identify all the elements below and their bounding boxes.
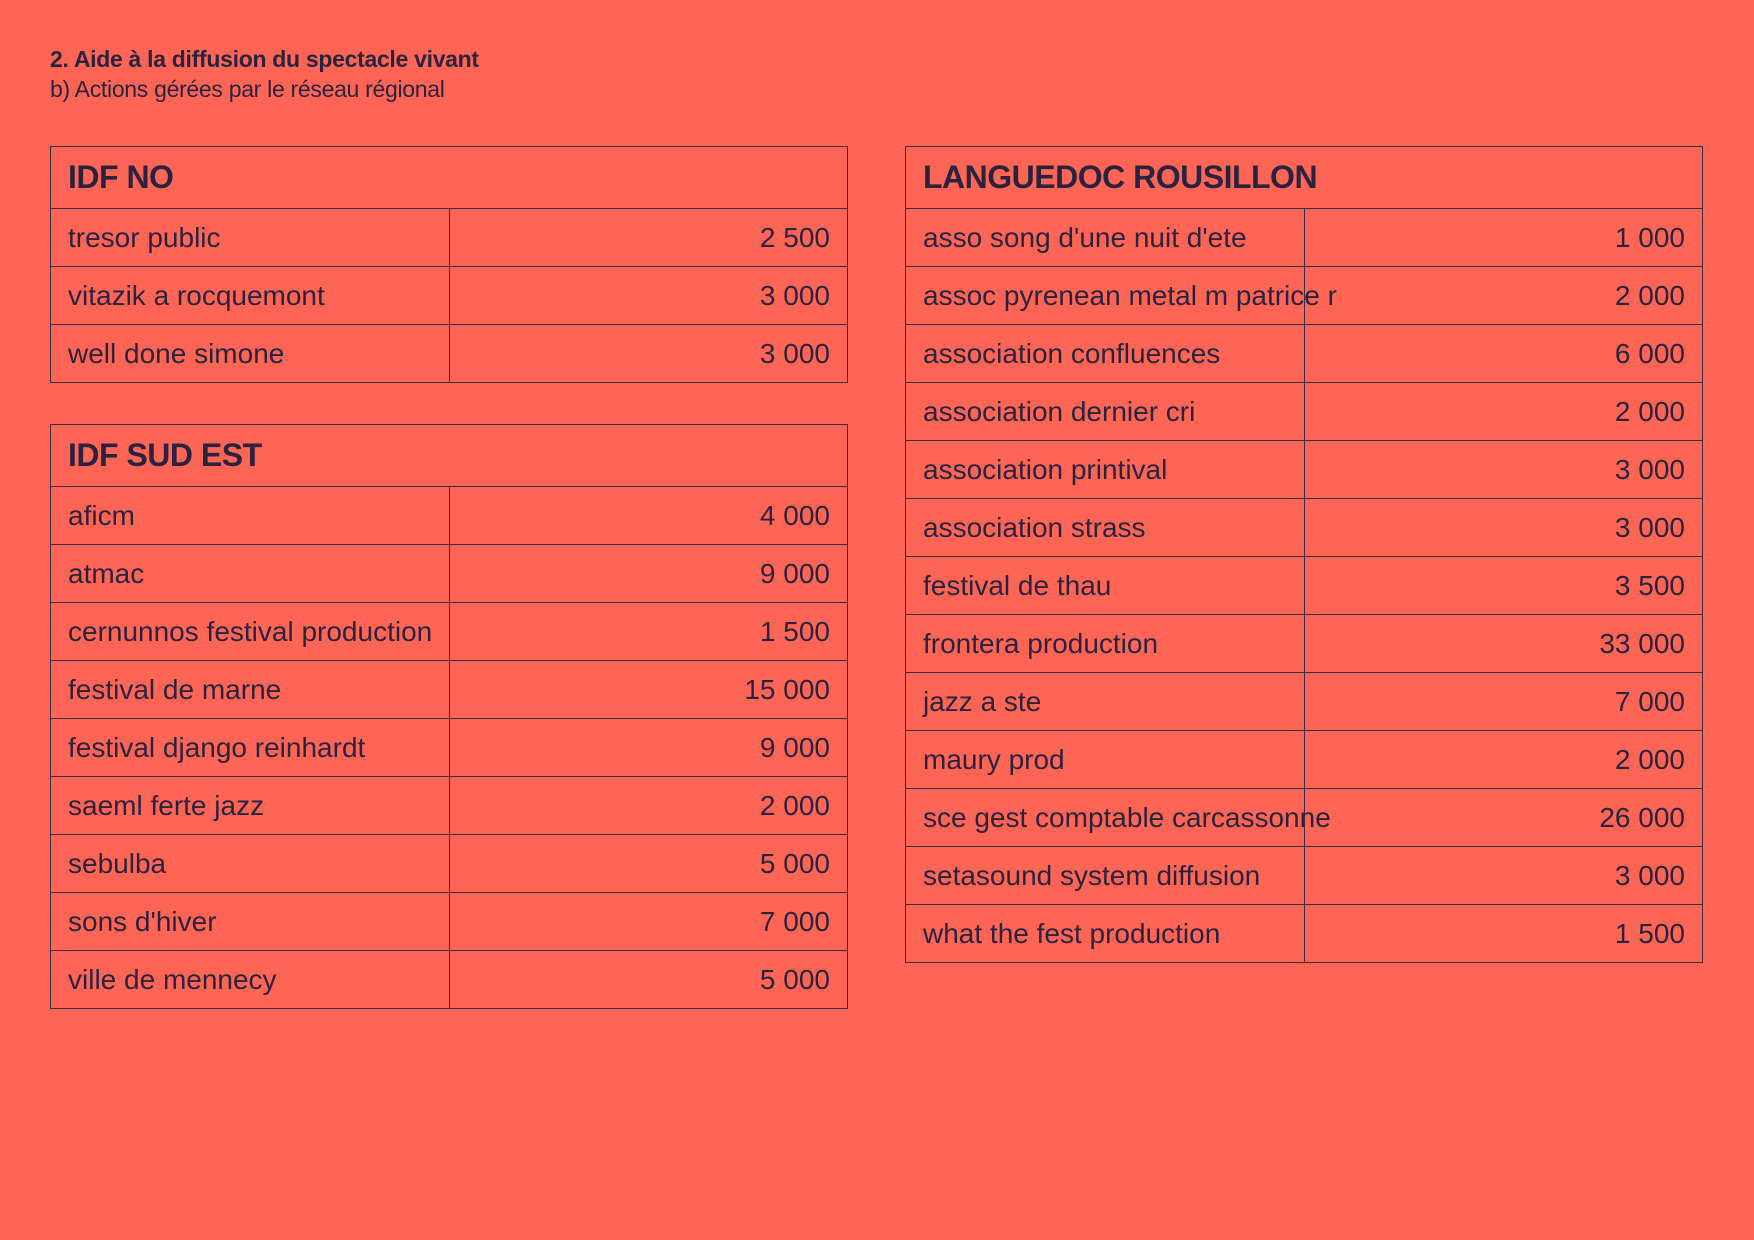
- table-row: [906, 615, 1703, 673]
- table-row: [906, 209, 1703, 267]
- amount-value: 2 500: [449, 209, 848, 267]
- amount-value: 3 000: [1304, 441, 1703, 499]
- region-table-languedoc-rousillon: [905, 146, 1703, 963]
- beneficiary-name: saeml ferte jazz: [51, 777, 450, 835]
- table-row: [51, 661, 848, 719]
- amount-value: 1 000: [1304, 209, 1703, 267]
- beneficiary-name: frontera production: [906, 615, 1305, 673]
- amount-value: 2 000: [1304, 383, 1703, 441]
- table-row: [906, 499, 1703, 557]
- beneficiary-name: what the fest production: [906, 905, 1305, 963]
- page-subtitle: b) Actions gérées par le réseau régional: [50, 76, 445, 102]
- table-row: [906, 673, 1703, 731]
- region-title: IDF NO: [51, 147, 848, 209]
- beneficiary-name: aficm: [51, 487, 450, 545]
- region-title: LANGUEDOC ROUSILLON: [906, 147, 1703, 209]
- region-header-row: [51, 147, 848, 209]
- table-row: [906, 905, 1703, 963]
- table-row: [51, 487, 848, 545]
- amount-value: 6 000: [1304, 325, 1703, 383]
- region-header-row: [51, 425, 848, 487]
- amount-value: 4 000: [449, 487, 848, 545]
- table-row: [51, 835, 848, 893]
- amount-value: 3 000: [449, 325, 848, 383]
- amount-value: 2 000: [449, 777, 848, 835]
- table-row: [51, 545, 848, 603]
- table-row: [906, 325, 1703, 383]
- page-header: [50, 44, 479, 104]
- amount-value: 3 000: [1304, 499, 1703, 557]
- amount-value: 2 000: [1304, 731, 1703, 789]
- table-row: [906, 789, 1703, 847]
- beneficiary-name: festival de thau: [906, 557, 1305, 615]
- beneficiary-name: asso song d'une nuit d'ete: [906, 209, 1305, 267]
- amount-value: 7 000: [1304, 673, 1703, 731]
- beneficiary-name: sebulba: [51, 835, 450, 893]
- beneficiary-name: ville de mennecy: [51, 951, 450, 1009]
- beneficiary-name: vitazik a rocquemont: [51, 267, 450, 325]
- beneficiary-name: well done simone: [51, 325, 450, 383]
- amount-value: 1 500: [1304, 905, 1703, 963]
- beneficiary-name: festival de marne: [51, 661, 450, 719]
- table-row: [51, 777, 848, 835]
- table-row: [51, 325, 848, 383]
- table-row: [906, 267, 1703, 325]
- table-row: [51, 267, 848, 325]
- beneficiary-name: tresor public: [51, 209, 450, 267]
- page-title: 2. Aide à la diffusion du spectacle vivant: [50, 46, 479, 72]
- beneficiary-name: atmac: [51, 545, 450, 603]
- amount-value: 1 500: [449, 603, 848, 661]
- table-row: [906, 847, 1703, 905]
- table-row: [51, 209, 848, 267]
- region-header-row: [906, 147, 1703, 209]
- table-row: [51, 951, 848, 1009]
- beneficiary-name: maury prod: [906, 731, 1305, 789]
- beneficiary-name: sons d'hiver: [51, 893, 450, 951]
- beneficiary-name: association confluences: [906, 325, 1305, 383]
- beneficiary-name: cernunnos festival production: [51, 603, 450, 661]
- beneficiary-name: association dernier cri: [906, 383, 1305, 441]
- table-row: [51, 893, 848, 951]
- amount-value: 9 000: [449, 719, 848, 777]
- amount-value: 15 000: [449, 661, 848, 719]
- beneficiary-name: association printival: [906, 441, 1305, 499]
- table-row: [51, 603, 848, 661]
- beneficiary-name: association strass: [906, 499, 1305, 557]
- amount-value: 2 000: [1304, 267, 1703, 325]
- amount-value: 3 000: [1304, 847, 1703, 905]
- beneficiary-name: jazz a ste: [906, 673, 1305, 731]
- amount-value: 9 000: [449, 545, 848, 603]
- beneficiary-name: sce gest comptable carcassonne: [906, 789, 1305, 847]
- table-row: [51, 719, 848, 777]
- region-table-idf-sud-est: [50, 424, 848, 1009]
- amount-value: 33 000: [1304, 615, 1703, 673]
- table-row: [906, 441, 1703, 499]
- region-table-idf-no: [50, 146, 848, 383]
- beneficiary-name: festival django reinhardt: [51, 719, 450, 777]
- amount-value: 3 000: [449, 267, 848, 325]
- amount-value: 5 000: [449, 835, 848, 893]
- table-row: [906, 731, 1703, 789]
- amount-value: 7 000: [449, 893, 848, 951]
- region-title: IDF SUD EST: [51, 425, 848, 487]
- amount-value: 26 000: [1304, 789, 1703, 847]
- table-row: [906, 557, 1703, 615]
- table-row: [906, 383, 1703, 441]
- beneficiary-name: assoc pyrenean metal m patrice r: [906, 267, 1305, 325]
- beneficiary-name: setasound system diffusion: [906, 847, 1305, 905]
- amount-value: 3 500: [1304, 557, 1703, 615]
- amount-value: 5 000: [449, 951, 848, 1009]
